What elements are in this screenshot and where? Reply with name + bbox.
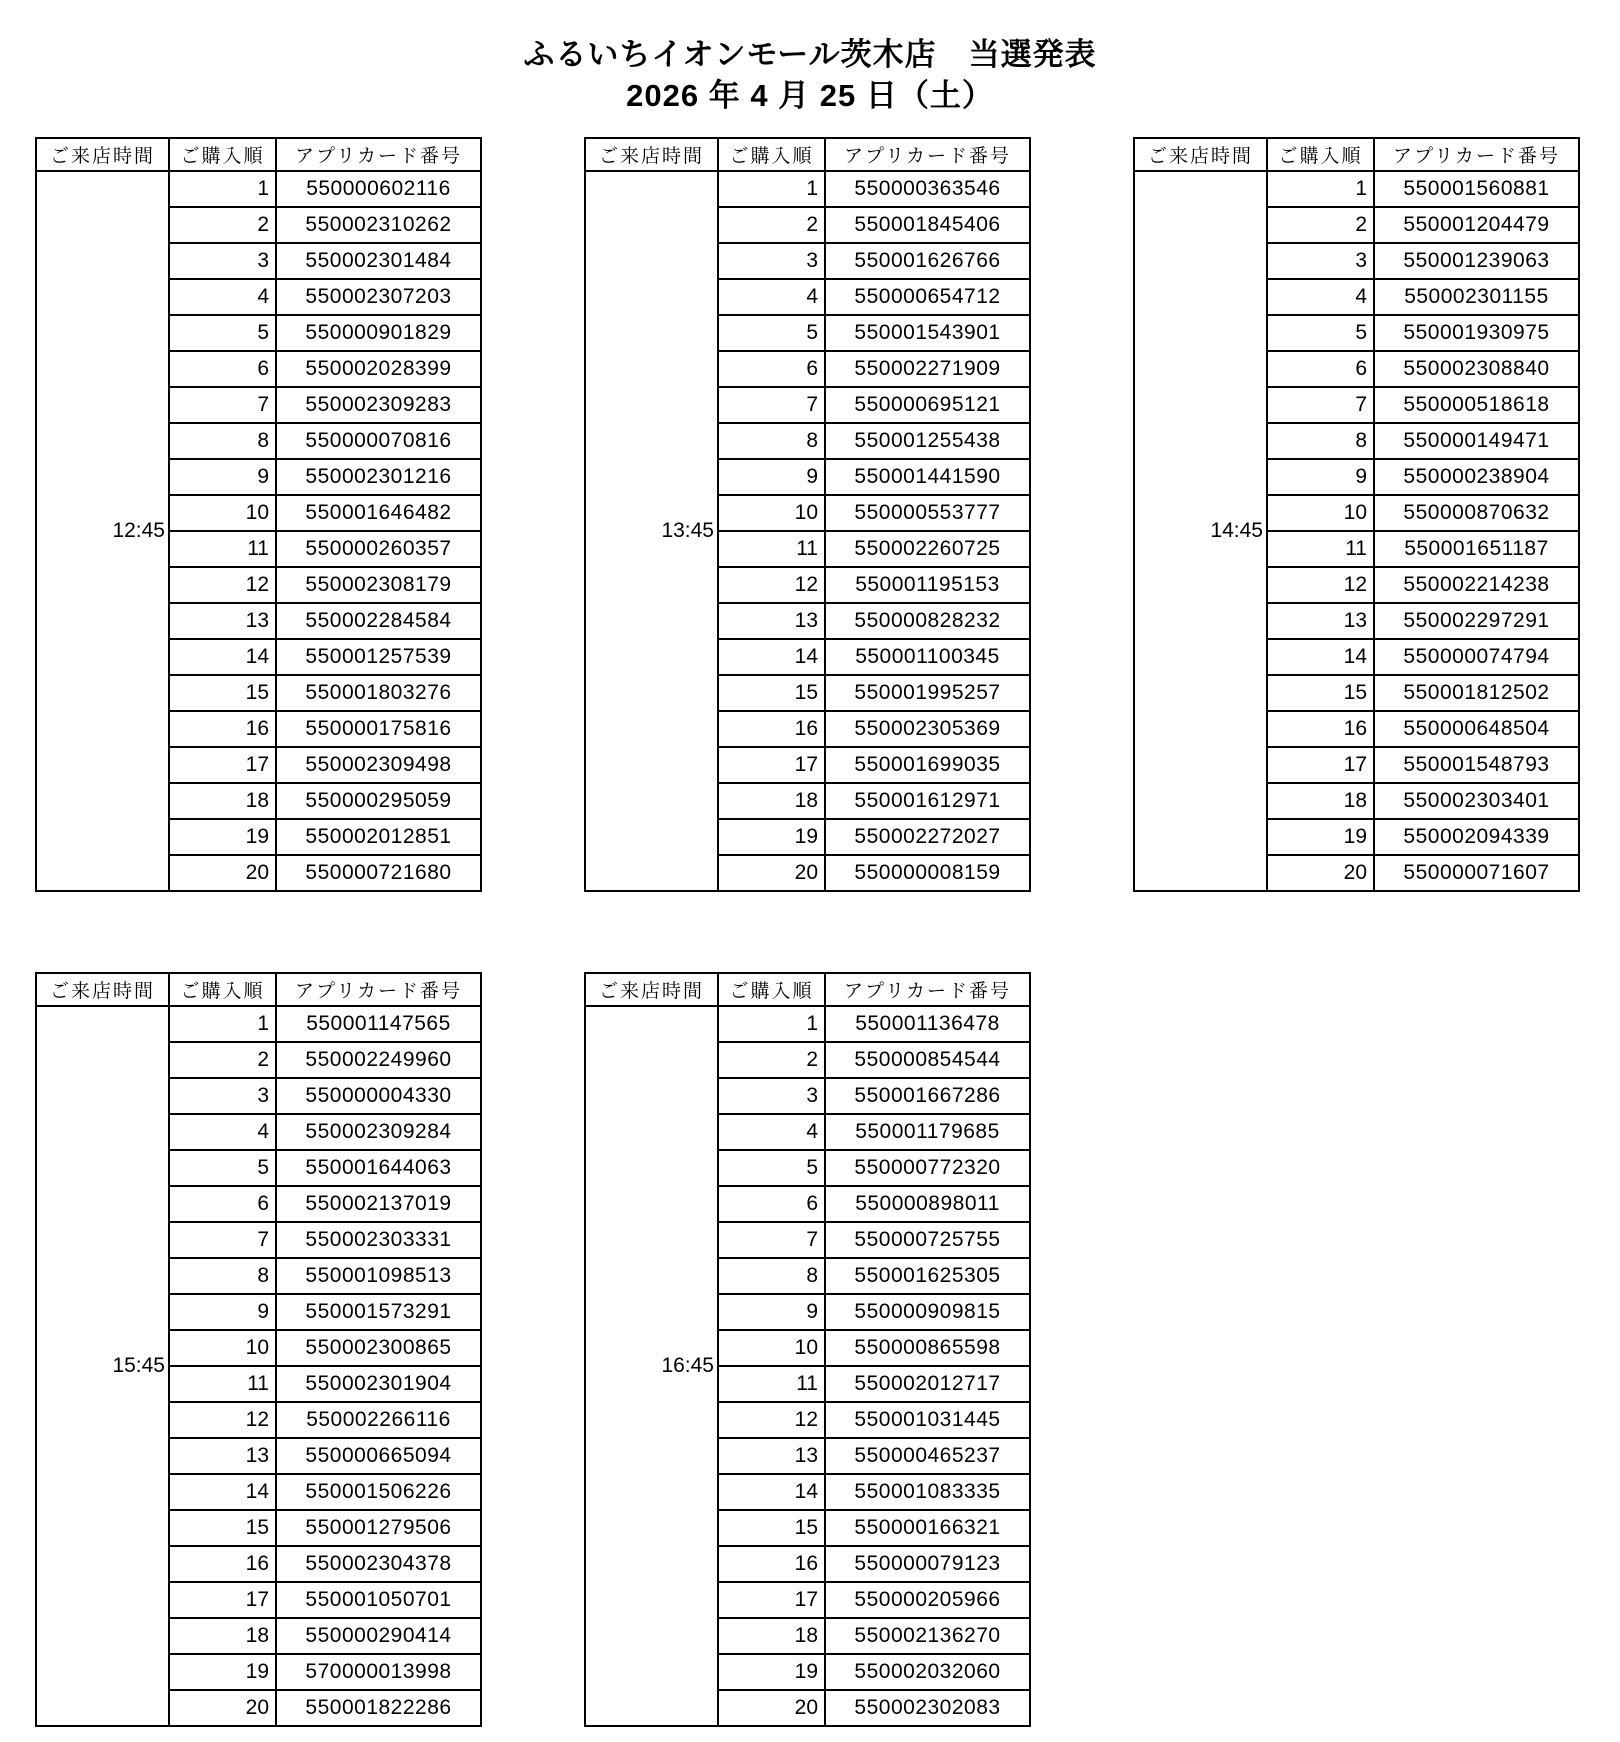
card-number-cell: 550001098513 — [276, 1258, 481, 1294]
col-header-visit-time: ご来店時間 — [36, 973, 169, 1006]
card-number-cell: 550000238904 — [1374, 459, 1579, 495]
purchase-order-cell: 20 — [169, 1690, 276, 1726]
purchase-order-cell: 8 — [169, 423, 276, 459]
card-number-cell: 550001548793 — [1374, 747, 1579, 783]
card-number-cell: 550001441590 — [825, 459, 1030, 495]
purchase-order-cell: 7 — [718, 1222, 825, 1258]
table-row — [36, 171, 481, 207]
purchase-order-cell: 7 — [718, 387, 825, 423]
purchase-order-cell: 5 — [718, 1150, 825, 1186]
card-number-cell: 550002214238 — [1374, 567, 1579, 603]
card-number-cell: 550001179685 — [825, 1114, 1030, 1150]
purchase-order-cell: 13 — [718, 603, 825, 639]
card-number-cell: 550000695121 — [825, 387, 1030, 423]
card-number-cell: 550001560881 — [1374, 171, 1579, 207]
purchase-order-cell: 19 — [169, 1654, 276, 1690]
table-row — [585, 171, 1030, 207]
purchase-order-cell: 18 — [169, 1618, 276, 1654]
card-number-cell: 550001050701 — [276, 1582, 481, 1618]
col-header-visit-time: ご来店時間 — [585, 138, 718, 171]
card-number-cell: 550002032060 — [825, 1654, 1030, 1690]
header-row — [36, 973, 481, 1006]
card-number-cell: 550002302083 — [825, 1690, 1030, 1726]
card-number-cell: 550000079123 — [825, 1546, 1030, 1582]
purchase-order-cell: 12 — [718, 567, 825, 603]
winners-table-1445 — [1133, 137, 1580, 892]
header-row — [36, 138, 481, 171]
card-number-cell: 550001644063 — [276, 1150, 481, 1186]
purchase-order-cell: 14 — [169, 639, 276, 675]
purchase-order-cell: 16 — [169, 1546, 276, 1582]
purchase-order-cell: 1 — [718, 1006, 825, 1042]
winners-table-1645 — [584, 972, 1031, 1727]
document-header — [0, 34, 1620, 116]
purchase-order-cell: 10 — [1267, 495, 1374, 531]
purchase-order-cell: 4 — [169, 279, 276, 315]
purchase-order-cell: 2 — [1267, 207, 1374, 243]
purchase-order-cell: 4 — [718, 1114, 825, 1150]
col-header-purchase-order: ご購入順 — [718, 973, 825, 1006]
purchase-order-cell: 1 — [169, 1006, 276, 1042]
card-number-cell: 550001812502 — [1374, 675, 1579, 711]
card-number-cell: 550001204479 — [1374, 207, 1579, 243]
purchase-order-cell: 9 — [1267, 459, 1374, 495]
col-header-purchase-order: ご購入順 — [169, 973, 276, 1006]
purchase-order-cell: 17 — [1267, 747, 1374, 783]
card-number-cell: 550000465237 — [825, 1438, 1030, 1474]
card-number-cell: 550001257539 — [276, 639, 481, 675]
purchase-order-cell: 14 — [1267, 639, 1374, 675]
purchase-order-cell: 3 — [169, 243, 276, 279]
purchase-order-cell: 20 — [1267, 855, 1374, 891]
purchase-order-cell: 15 — [169, 675, 276, 711]
purchase-order-cell: 16 — [169, 711, 276, 747]
purchase-order-cell: 17 — [718, 747, 825, 783]
visit-time-cell: 12:45 — [36, 171, 169, 891]
card-number-cell: 550000166321 — [825, 1510, 1030, 1546]
purchase-order-cell: 6 — [169, 1186, 276, 1222]
purchase-order-cell: 7 — [1267, 387, 1374, 423]
card-number-cell: 550001930975 — [1374, 315, 1579, 351]
card-number-cell: 550000602116 — [276, 171, 481, 207]
purchase-order-cell: 9 — [718, 1294, 825, 1330]
purchase-order-cell: 15 — [169, 1510, 276, 1546]
purchase-order-cell: 2 — [718, 207, 825, 243]
purchase-order-cell: 5 — [1267, 315, 1374, 351]
purchase-order-cell: 3 — [718, 1078, 825, 1114]
card-number-cell: 550001612971 — [825, 783, 1030, 819]
purchase-order-cell: 1 — [1267, 171, 1374, 207]
purchase-order-cell: 11 — [1267, 531, 1374, 567]
card-number-cell: 550002266116 — [276, 1402, 481, 1438]
purchase-order-cell: 12 — [718, 1402, 825, 1438]
purchase-order-cell: 20 — [169, 855, 276, 891]
card-number-cell: 550002301155 — [1374, 279, 1579, 315]
purchase-order-cell: 11 — [169, 1366, 276, 1402]
purchase-order-cell: 3 — [718, 243, 825, 279]
card-number-cell: 550002309498 — [276, 747, 481, 783]
table-row — [1134, 171, 1579, 207]
card-number-cell: 550000008159 — [825, 855, 1030, 891]
purchase-order-cell: 1 — [718, 171, 825, 207]
card-number-cell: 550001195153 — [825, 567, 1030, 603]
card-number-cell: 550002272027 — [825, 819, 1030, 855]
card-number-cell: 550002304378 — [276, 1546, 481, 1582]
card-number-cell: 550002012717 — [825, 1366, 1030, 1402]
purchase-order-cell: 9 — [718, 459, 825, 495]
purchase-order-cell: 11 — [718, 531, 825, 567]
purchase-order-cell: 5 — [169, 315, 276, 351]
card-number-cell: 550002308840 — [1374, 351, 1579, 387]
card-number-cell: 550002137019 — [276, 1186, 481, 1222]
col-header-visit-time: ご来店時間 — [585, 973, 718, 1006]
card-number-cell: 550000071607 — [1374, 855, 1579, 891]
purchase-order-cell: 12 — [169, 567, 276, 603]
winners-table-1345 — [584, 137, 1031, 892]
card-number-cell: 550001995257 — [825, 675, 1030, 711]
card-number-cell: 550001803276 — [276, 675, 481, 711]
card-number-cell: 550000665094 — [276, 1438, 481, 1474]
card-number-cell: 550001279506 — [276, 1510, 481, 1546]
card-number-cell: 550001626766 — [825, 243, 1030, 279]
card-number-cell: 550001136478 — [825, 1006, 1030, 1042]
purchase-order-cell: 4 — [1267, 279, 1374, 315]
col-header-card-number: アプリカード番号 — [1374, 138, 1579, 171]
card-number-cell: 550002309283 — [276, 387, 481, 423]
header-row — [585, 138, 1030, 171]
card-number-cell: 550000898011 — [825, 1186, 1030, 1222]
card-number-cell: 550000205966 — [825, 1582, 1030, 1618]
header-row — [1134, 138, 1579, 171]
card-number-cell: 550000074794 — [1374, 639, 1579, 675]
card-number-cell: 550000363546 — [825, 171, 1030, 207]
page-date: 2026 年 4 月 25 日（土） — [626, 78, 994, 113]
purchase-order-cell: 5 — [718, 315, 825, 351]
col-header-purchase-order: ご購入順 — [169, 138, 276, 171]
col-header-visit-time: ご来店時間 — [1134, 138, 1267, 171]
card-number-cell: 550001646482 — [276, 495, 481, 531]
purchase-order-cell: 8 — [169, 1258, 276, 1294]
col-header-card-number: アプリカード番号 — [825, 973, 1030, 1006]
card-number-cell: 550002307203 — [276, 279, 481, 315]
card-number-cell: 550002300865 — [276, 1330, 481, 1366]
col-header-card-number: アプリカード番号 — [276, 973, 481, 1006]
card-number-cell: 550002136270 — [825, 1618, 1030, 1654]
purchase-order-cell: 11 — [718, 1366, 825, 1402]
purchase-order-cell: 17 — [169, 747, 276, 783]
purchase-order-cell: 9 — [169, 459, 276, 495]
card-number-cell: 550000004330 — [276, 1078, 481, 1114]
purchase-order-cell: 16 — [1267, 711, 1374, 747]
purchase-order-cell: 19 — [718, 819, 825, 855]
purchase-order-cell: 8 — [718, 1258, 825, 1294]
card-number-cell: 550001031445 — [825, 1402, 1030, 1438]
card-number-cell: 550002308179 — [276, 567, 481, 603]
header-row — [585, 973, 1030, 1006]
purchase-order-cell: 2 — [169, 1042, 276, 1078]
card-number-cell: 550002303401 — [1374, 783, 1579, 819]
purchase-order-cell: 11 — [169, 531, 276, 567]
card-number-cell: 550001667286 — [825, 1078, 1030, 1114]
purchase-order-cell: 6 — [1267, 351, 1374, 387]
purchase-order-cell: 4 — [169, 1114, 276, 1150]
card-number-cell: 550000518618 — [1374, 387, 1579, 423]
card-number-cell: 550002301216 — [276, 459, 481, 495]
purchase-order-cell: 19 — [718, 1654, 825, 1690]
card-number-cell: 550000901829 — [276, 315, 481, 351]
card-number-cell: 550000290414 — [276, 1618, 481, 1654]
purchase-order-cell: 19 — [169, 819, 276, 855]
card-number-cell: 550000553777 — [825, 495, 1030, 531]
purchase-order-cell: 19 — [1267, 819, 1374, 855]
card-number-cell: 550000725755 — [825, 1222, 1030, 1258]
col-header-visit-time: ご来店時間 — [36, 138, 169, 171]
purchase-order-cell: 1 — [169, 171, 276, 207]
table-row — [36, 1006, 481, 1042]
card-number-cell: 550002012851 — [276, 819, 481, 855]
card-number-cell: 550001699035 — [825, 747, 1030, 783]
purchase-order-cell: 6 — [169, 351, 276, 387]
purchase-order-cell: 3 — [169, 1078, 276, 1114]
purchase-order-cell: 20 — [718, 1690, 825, 1726]
card-number-cell: 550002249960 — [276, 1042, 481, 1078]
card-number-cell: 550002310262 — [276, 207, 481, 243]
card-number-cell: 550002301904 — [276, 1366, 481, 1402]
purchase-order-cell: 2 — [718, 1042, 825, 1078]
card-number-cell: 550001255438 — [825, 423, 1030, 459]
card-number-cell: 550000909815 — [825, 1294, 1030, 1330]
purchase-order-cell: 18 — [718, 783, 825, 819]
col-header-card-number: アプリカード番号 — [825, 138, 1030, 171]
purchase-order-cell: 10 — [169, 1330, 276, 1366]
winners-table-1545 — [35, 972, 482, 1727]
purchase-order-cell: 2 — [169, 207, 276, 243]
card-number-cell: 550001506226 — [276, 1474, 481, 1510]
purchase-order-cell: 18 — [169, 783, 276, 819]
purchase-order-cell: 15 — [718, 675, 825, 711]
purchase-order-cell: 13 — [169, 1438, 276, 1474]
card-number-cell: 550000654712 — [825, 279, 1030, 315]
card-number-cell: 550001573291 — [276, 1294, 481, 1330]
card-number-cell: 550001543901 — [825, 315, 1030, 351]
card-number-cell: 550001100345 — [825, 639, 1030, 675]
card-number-cell: 550001845406 — [825, 207, 1030, 243]
card-number-cell: 550002260725 — [825, 531, 1030, 567]
purchase-order-cell: 12 — [169, 1402, 276, 1438]
purchase-order-cell: 18 — [1267, 783, 1374, 819]
card-number-cell: 550000865598 — [825, 1330, 1030, 1366]
purchase-order-cell: 14 — [169, 1474, 276, 1510]
purchase-order-cell: 15 — [1267, 675, 1374, 711]
page-title: ふるいちイオンモール茨木店 当選発表 — [523, 37, 1097, 72]
card-number-cell: 550002309284 — [276, 1114, 481, 1150]
purchase-order-cell: 6 — [718, 1186, 825, 1222]
winners-table-1245 — [35, 137, 482, 892]
purchase-order-cell: 13 — [169, 603, 276, 639]
card-number-cell: 550000260357 — [276, 531, 481, 567]
card-number-cell: 550000295059 — [276, 783, 481, 819]
purchase-order-cell: 14 — [718, 639, 825, 675]
purchase-order-cell: 10 — [718, 1330, 825, 1366]
card-number-cell: 550000772320 — [825, 1150, 1030, 1186]
purchase-order-cell: 4 — [718, 279, 825, 315]
col-header-card-number: アプリカード番号 — [276, 138, 481, 171]
purchase-order-cell: 13 — [1267, 603, 1374, 639]
purchase-order-cell: 7 — [169, 1222, 276, 1258]
purchase-order-cell: 10 — [718, 495, 825, 531]
purchase-order-cell: 8 — [1267, 423, 1374, 459]
card-number-cell: 550002271909 — [825, 351, 1030, 387]
col-header-purchase-order: ご購入順 — [1267, 138, 1374, 171]
card-number-cell: 550002305369 — [825, 711, 1030, 747]
card-number-cell: 550000854544 — [825, 1042, 1030, 1078]
purchase-order-cell: 14 — [718, 1474, 825, 1510]
col-header-purchase-order: ご購入順 — [718, 138, 825, 171]
card-number-cell: 550000828232 — [825, 603, 1030, 639]
purchase-order-cell: 5 — [169, 1150, 276, 1186]
card-number-cell: 550002301484 — [276, 243, 481, 279]
purchase-order-cell: 13 — [718, 1438, 825, 1474]
purchase-order-cell: 10 — [169, 495, 276, 531]
visit-time-cell: 16:45 — [585, 1006, 718, 1726]
purchase-order-cell: 17 — [718, 1582, 825, 1618]
purchase-order-cell: 3 — [1267, 243, 1374, 279]
card-number-cell: 550002028399 — [276, 351, 481, 387]
purchase-order-cell: 18 — [718, 1618, 825, 1654]
visit-time-cell: 13:45 — [585, 171, 718, 891]
card-number-cell: 550002094339 — [1374, 819, 1579, 855]
card-number-cell: 550001147565 — [276, 1006, 481, 1042]
purchase-order-cell: 12 — [1267, 567, 1374, 603]
card-number-cell: 550001239063 — [1374, 243, 1579, 279]
purchase-order-cell: 20 — [718, 855, 825, 891]
visit-time-cell: 15:45 — [36, 1006, 169, 1726]
card-number-cell: 550002303331 — [276, 1222, 481, 1258]
card-number-cell: 550000870632 — [1374, 495, 1579, 531]
purchase-order-cell: 16 — [718, 711, 825, 747]
card-number-cell: 550001822286 — [276, 1690, 481, 1726]
purchase-order-cell: 9 — [169, 1294, 276, 1330]
table-row — [585, 1006, 1030, 1042]
card-number-cell: 550001083335 — [825, 1474, 1030, 1510]
card-number-cell: 550000070816 — [276, 423, 481, 459]
card-number-cell: 550000149471 — [1374, 423, 1579, 459]
card-number-cell: 570000013998 — [276, 1654, 481, 1690]
card-number-cell: 550000648504 — [1374, 711, 1579, 747]
purchase-order-cell: 8 — [718, 423, 825, 459]
card-number-cell: 550000721680 — [276, 855, 481, 891]
card-number-cell: 550002284584 — [276, 603, 481, 639]
purchase-order-cell: 15 — [718, 1510, 825, 1546]
purchase-order-cell: 6 — [718, 351, 825, 387]
card-number-cell: 550001625305 — [825, 1258, 1030, 1294]
purchase-order-cell: 7 — [169, 387, 276, 423]
purchase-order-cell: 17 — [169, 1582, 276, 1618]
card-number-cell: 550001651187 — [1374, 531, 1579, 567]
purchase-order-cell: 16 — [718, 1546, 825, 1582]
visit-time-cell: 14:45 — [1134, 171, 1267, 891]
card-number-cell: 550000175816 — [276, 711, 481, 747]
card-number-cell: 550002297291 — [1374, 603, 1579, 639]
